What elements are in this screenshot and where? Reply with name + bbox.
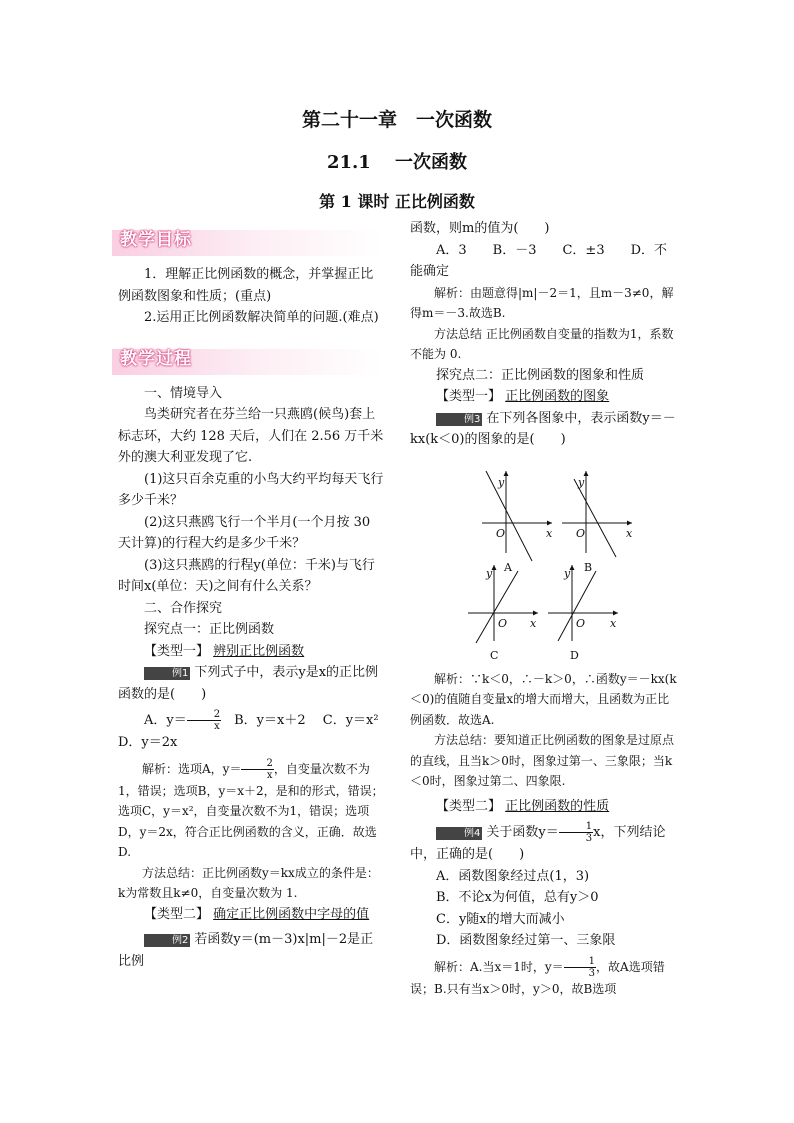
example-1-method: 方法总结：正比例函数y＝kx成立的条件是：k为常数且k≠0，自变量次数为 1.	[118, 865, 379, 900]
example-3: 例3 在下列各图象中，表示函数y＝－kx(k＜0)的图象的是( )	[410, 410, 676, 447]
example-1-options: A．y＝ $\frac{2}{x}$ B．y＝x＋2 C．y＝x²	[144, 709, 379, 732]
origin-label: O	[496, 526, 506, 540]
fraction: $\frac{2}{x}$	[187, 709, 221, 732]
intro-text: 鸟类研究者在芬兰给一只燕鸥(候鸟)套上标志环，大约 128 天后，人们在 2.56 万千米外的澳大利亚发现了它.	[118, 407, 384, 465]
example-4-option-b: B．不论x为何值，总有y＞0	[436, 890, 599, 905]
example-3-graphs	[410, 453, 678, 665]
axis-x-label: x	[546, 526, 553, 540]
example-1: 例1 下列式子中，表示y是x的正比例函数的是( )	[118, 665, 379, 702]
example-1-analysis: 解析：选项A，y＝ $\frac{2}{x}$ ，自变量次数不为1，错误；选项B，y＝x＋2，是和的形式，错误；选项C，y＝x²，自变量次数不为1，错误；选项D，y＝2x，符合正比例函数的含义，正确．故选D.	[118, 757, 384, 859]
explore-2: 探究点二：正比例函数的图象和性质	[436, 367, 645, 383]
graph-d	[548, 565, 618, 662]
origin-label: O	[576, 616, 586, 630]
fraction: $\frac{1}{3}$	[564, 956, 596, 979]
graph-label: D	[570, 648, 579, 662]
goals-banner: 教学目标	[112, 230, 382, 256]
origin-label: O	[498, 616, 508, 630]
x-arrow-icon	[613, 610, 618, 615]
example-2-options: A．3 B．－3 C．±3 D．不能确定	[410, 242, 668, 279]
question-1: (1)这只百余克重的小鸟大约平均每天飞行多少千米？	[118, 471, 384, 508]
question-3: (3)这只燕鸥的行程y(单位：千米)与飞行时间x(单位：天)之间有什么关系？	[118, 557, 375, 594]
example-2-badge: 例2	[144, 934, 190, 947]
graphs-svg	[410, 453, 678, 665]
chapter-title: 第二十一章 一次函数	[301, 109, 492, 131]
right-column	[410, 218, 678, 999]
lesson-title: 第 1 课时 正比例函数	[319, 192, 475, 211]
section-title: 21.1 一次函数	[326, 152, 468, 173]
graph-label: C	[490, 648, 499, 662]
intro-heading: 一、情境导入	[144, 385, 223, 401]
example-3-method: 方法总结：要知道正比例函数的图象是过原点的直线，且当k＞0时，图象过第一、三象限；当k＜0时，图象过第二、四象限.	[410, 733, 675, 788]
origin-label: O	[576, 526, 586, 540]
function-line	[486, 471, 532, 561]
example-4-option-c: C．y随x的增大而减小	[436, 911, 565, 927]
function-line	[476, 571, 518, 643]
type-2-heading-right: 【类型二】 正比例函数的性质	[436, 798, 610, 814]
y-arrow-icon	[584, 471, 589, 476]
goal-1: 1．理解正比例函数的概念，并掌握正比例函数图象和性质；(重点)	[118, 267, 374, 304]
graph-label: A	[504, 560, 512, 574]
axis-y-label: y	[498, 475, 505, 489]
x-arrow-icon	[533, 610, 538, 615]
x-arrow-icon	[547, 520, 552, 525]
y-arrow-icon	[492, 565, 497, 570]
graph-c	[468, 565, 538, 662]
axis-x-label: x	[610, 616, 617, 630]
question-2: (2)这只燕鸥飞行一个半月(一个月按 30 天计算)的行程大约是多少千米？	[118, 514, 371, 551]
example-2-analysis: 解析：由题意得|m|－2＝1，且m－3≠0，解得m＝－3.故选B.	[410, 285, 674, 320]
example-1-option-d: D．y＝2x	[118, 735, 178, 750]
type-1-heading-right: 【类型一】 正比例函数的图象	[436, 389, 610, 404]
left-column	[118, 230, 386, 972]
example-4-option-a: A．函数图象经过点(1，3)	[436, 868, 590, 884]
example-3-badge: 例3	[436, 413, 482, 426]
process-banner: 教学过程	[112, 349, 382, 375]
function-line	[574, 479, 616, 557]
function-line	[558, 571, 596, 641]
x-arrow-icon	[627, 520, 632, 525]
y-arrow-icon	[504, 471, 509, 476]
example-1-badge: 例1	[144, 667, 190, 680]
graph-a	[482, 471, 553, 574]
example-4-analysis: 解析：A.当x＝1时，y＝ $\frac{1}{3}$ ，故A选项错误；B.只有当x＞0时，y＞0，故B选项	[410, 955, 665, 996]
graph-label: B	[584, 560, 593, 574]
type-1-heading: 【类型一】 辨别正比例函数	[144, 643, 305, 659]
example-2-continued: 函数，则m的值为( )	[410, 221, 550, 236]
example-3-analysis: 解析：∵k＜0，∴－k＞0，∴函数y＝－kx(k＜0)的值随自变量x的增大而增大，且函数为正比例函数．故选A.	[410, 671, 677, 727]
example-4-option-d: D．函数图象经过第一、三象限	[436, 933, 616, 948]
axis-y-label: y	[564, 566, 571, 580]
example-4-badge: 例4	[436, 827, 482, 840]
axis-x-label: x	[626, 526, 633, 540]
example-2-method: 方法总结 正比例函数自变量的指数为1，系数不能为 0.	[410, 326, 674, 361]
example-2: 例2 若函数y＝(m－3)x|m|－2是正比例	[118, 932, 374, 969]
explore-1: 探究点一：正比例函数	[144, 622, 275, 637]
axis-x-label: x	[530, 616, 537, 630]
fraction: $\frac{2}{x}$	[241, 758, 273, 781]
type-2-heading: 【类型二】 确定正比例函数中字母的值	[144, 906, 370, 922]
coop-heading: 二、合作探究	[144, 600, 223, 616]
axis-y-label: y	[578, 475, 585, 489]
goal-2: 2.运用正比例函数解决简单的问题.(难点)	[144, 310, 379, 325]
y-arrow-icon	[570, 565, 575, 570]
example-4: 例4 关于函数y＝ $\frac{1}{3}$ x，下列结论中，正确的是( )	[410, 821, 666, 862]
axis-y-label: y	[486, 566, 493, 580]
graph-b	[562, 471, 633, 574]
fraction: $\frac{1}{3}$	[559, 821, 593, 844]
